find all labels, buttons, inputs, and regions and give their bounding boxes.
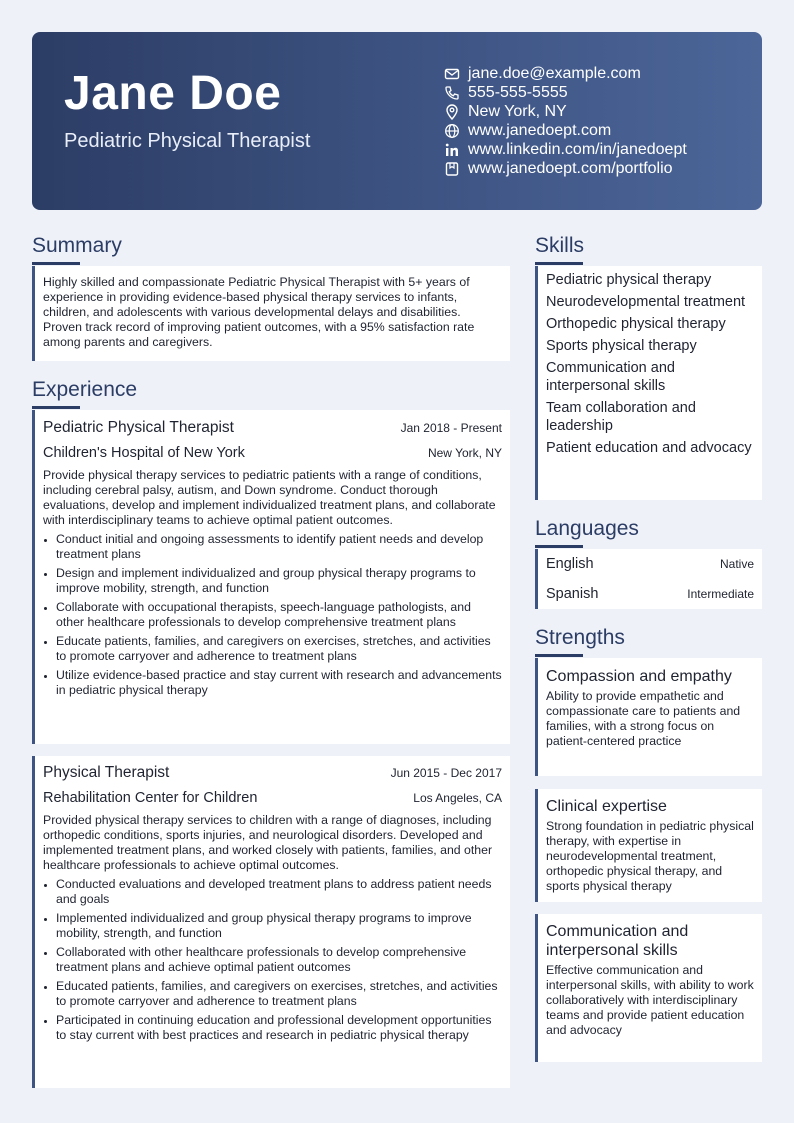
mail-icon xyxy=(444,66,460,82)
list-item: Conduct initial and ongoing assessments to identify patient needs and develop treatment plans xyxy=(56,532,502,562)
contact-text: www.janedoept.com/portfolio xyxy=(468,159,673,177)
list-item: Design and implement individualized and group physical therapy programs to improve mobility, strength, and function xyxy=(56,566,502,596)
contact-location xyxy=(444,102,687,121)
linkedin-icon xyxy=(444,142,460,158)
list-item: Collaborate with occupational therapists, speech-language pathologists, and other healthcare professionals to develop comprehensive treatment plans xyxy=(56,600,502,630)
strength-title: Clinical expertise xyxy=(546,798,667,815)
summary-heading: Summary xyxy=(32,234,122,257)
candidate-name: Jane Doe xyxy=(64,67,282,120)
strength-description: Ability to provide empathetic and compassionate care to patients and families, with a strong focus on patient-centered practice xyxy=(546,689,741,748)
job-bullets xyxy=(35,532,510,698)
strength-card xyxy=(535,658,762,776)
contact-list xyxy=(444,64,687,178)
skill-item: Patient education and advocacy xyxy=(546,440,752,456)
contact-text: jane.doe@example.com xyxy=(468,64,641,82)
job-dates: Jan 2018 - Present xyxy=(400,421,502,435)
job-bullets xyxy=(35,877,510,1043)
skill-item: Neurodevelopmental treatment xyxy=(546,294,746,310)
job-organization: Children's Hospital of New York xyxy=(43,445,245,461)
contact-portfolio[interactable] xyxy=(444,159,687,178)
language-row xyxy=(538,549,762,579)
list-item: Implemented individualized and group physical therapy programs to improve mobility, strength, and function xyxy=(56,911,502,941)
job-description: Provided physical therapy services to children with a range of diagnoses, including orthopedic conditions, sports injuries, and neurological disorders. Developed and implemented treatment plans, and worked closely with patients, families, and other healthcare professionals to achieve optimal outcomes. xyxy=(43,813,493,872)
list-item: Conducted evaluations and developed treatment plans to address patient needs and goals xyxy=(56,877,502,907)
language-level: Intermediate xyxy=(687,587,754,601)
globe-icon xyxy=(444,123,460,139)
phone-icon xyxy=(444,85,460,101)
contact-linkedin[interactable] xyxy=(444,140,687,159)
language-name: Spanish xyxy=(546,586,599,602)
location-icon xyxy=(444,104,460,120)
experience-heading: Experience xyxy=(32,378,138,401)
job-role: Physical Therapist xyxy=(43,764,170,781)
resume-header xyxy=(32,32,762,210)
skills-card xyxy=(535,266,762,500)
skill-item: Sports physical therapy xyxy=(546,338,697,354)
contact-text: 555-555-5555 xyxy=(468,83,568,101)
list-item: Utilize evidence-based practice and stay current with research and advancements in pediatric physical therapy xyxy=(56,668,502,697)
experience-entry xyxy=(32,410,510,744)
language-row xyxy=(538,579,762,609)
entry-subheader xyxy=(35,445,510,461)
list-item: Participated in continuing education and professional development opportunities to stay current with best practices and research in pediatric physical therapy xyxy=(56,1013,502,1043)
contact-website[interactable] xyxy=(444,121,687,140)
skills-heading: Skills xyxy=(535,234,585,257)
skill-item: Team collaboration and leadership xyxy=(546,400,696,434)
contact-phone[interactable] xyxy=(444,83,687,102)
languages-card xyxy=(535,549,762,609)
skill-item: Orthopedic physical therapy xyxy=(546,316,726,332)
skill-item: Pediatric physical therapy xyxy=(546,272,712,288)
strength-description: Strong foundation in pediatric physical therapy, with expertise in neurodevelopmental treatment, orthopedic physical therapy, and sports physical therapy xyxy=(546,819,754,893)
language-level: Native xyxy=(719,557,754,571)
candidate-title: Pediatric Physical Therapist xyxy=(64,130,311,152)
strengths-heading: Strengths xyxy=(535,626,625,649)
languages-heading: Languages xyxy=(535,517,639,540)
job-location: Los Angeles, CA xyxy=(413,791,502,805)
contact-text: www.linkedin.com/in/janedoept xyxy=(468,140,687,158)
entry-subheader xyxy=(35,790,510,806)
job-organization: Rehabilitation Center for Children xyxy=(43,790,258,806)
job-dates: Jun 2015 - Dec 2017 xyxy=(390,766,502,780)
strength-card xyxy=(535,914,762,1062)
strength-description: Effective communication and interpersonal skills, with ability to work collaboratively with interdisciplinary teams and provide patient education and advocacy xyxy=(546,963,754,1037)
summary-card xyxy=(32,266,510,361)
strength-title: Compassion and empathy xyxy=(546,668,732,685)
entry-header xyxy=(35,764,510,782)
summary-text: Highly skilled and compassionate Pediatric Physical Therapist with 5+ years of experience in providing evidence-based physical therapy services to infants, children, and adolescents with various developmental delays and disabilities. Proven track record of improving patient outcomes, with a 95% satisfaction rate among parents and caregivers. xyxy=(43,275,475,349)
language-name: English xyxy=(546,556,594,572)
contact-text: www.janedoept.com xyxy=(468,121,612,139)
list-item: Collaborated with other healthcare professionals to develop comprehensive treatment plans and achieve optimal patient outcomes xyxy=(56,945,502,975)
job-role: Pediatric Physical Therapist xyxy=(43,419,234,436)
entry-header xyxy=(35,419,510,437)
contact-text: New York, NY xyxy=(468,102,567,120)
strength-title: Communication and interpersonal skills xyxy=(546,923,689,959)
job-description: Provide physical therapy services to pediatric patients with a range of conditions, including cerebral palsy, autism, and Down syndrome. Conduct thorough evaluations, develop and implement individualized treatment plans, and collaborate with interdisciplinary teams to achieve optimal patient outcomes. xyxy=(43,468,496,527)
job-location: New York, NY xyxy=(427,446,502,460)
skill-item: Communication and interpersonal skills xyxy=(546,360,675,394)
portfolio-icon xyxy=(444,161,460,177)
contact-email[interactable] xyxy=(444,64,687,83)
experience-entry xyxy=(32,756,510,1088)
list-item: Educated patients, families, and caregivers on exercises, stretches, and activities to promote carryover and adherence to treatment plans xyxy=(56,979,502,1009)
strength-card xyxy=(535,789,762,902)
list-item: Educate patients, families, and caregivers on exercises, stretches, and activities to promote carryover and adherence to treatment plans xyxy=(56,634,502,664)
